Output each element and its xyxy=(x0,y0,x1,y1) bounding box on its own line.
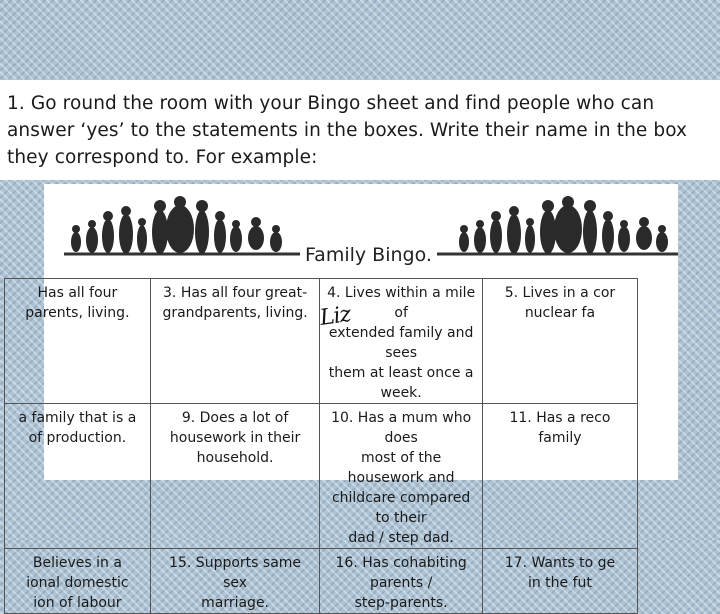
cell-line: Has all four xyxy=(37,285,118,301)
cell-line: marriage. xyxy=(201,595,270,611)
cell-line: most of the housework and xyxy=(347,450,455,486)
cell-line: nuclear fa xyxy=(524,305,596,321)
handwritten-example-name: Liz xyxy=(318,302,352,331)
bingo-cell xyxy=(482,279,637,404)
cell-line: in the fut xyxy=(527,575,592,591)
cell-line: a family that is a xyxy=(18,410,137,426)
bingo-row xyxy=(5,549,638,614)
bingo-cell xyxy=(5,404,151,549)
bingo-cell xyxy=(320,404,483,549)
cell-line: Believes in a xyxy=(32,555,122,571)
instruction-line-3: they correspond to. For example: xyxy=(7,147,318,168)
cell-line: family xyxy=(538,430,582,446)
instruction-banner xyxy=(0,80,720,180)
sheet-title: Family Bingo. xyxy=(300,244,437,266)
cell-line: 11. Has a reco xyxy=(509,410,611,426)
cell-line: 9. Does a lot of xyxy=(181,410,289,426)
bingo-cell xyxy=(150,404,320,549)
bingo-cell xyxy=(482,549,637,614)
cell-line: ion of labour xyxy=(33,595,122,611)
instruction-line-2: answer ‘yes’ to the statements in the boxes. Write their name in the box xyxy=(7,120,688,141)
cell-line: step-parents. xyxy=(354,595,448,611)
instruction-text xyxy=(7,90,714,171)
cell-line: extended family and sees xyxy=(328,325,474,361)
cell-line: them at least once a week. xyxy=(328,365,474,401)
bingo-cell xyxy=(5,279,151,404)
cell-line: grandparents, living. xyxy=(162,305,308,321)
cell-line: 17. Wants to ge xyxy=(504,555,616,571)
cell-line: childcare compared to their xyxy=(331,490,471,526)
cell-line: parents, living. xyxy=(25,305,130,321)
bingo-sheet-image xyxy=(18,184,678,611)
cell-line: 15. Supports same sex xyxy=(169,555,302,591)
cell-line: 16. Has cohabiting parents / xyxy=(335,555,467,591)
cell-line: dad / step dad. xyxy=(348,530,454,546)
bingo-cell xyxy=(320,279,483,404)
cell-line: 5. Lives in a cor xyxy=(504,285,616,301)
bingo-row xyxy=(5,279,638,404)
cell-line: of production. xyxy=(28,430,127,446)
bingo-cell xyxy=(150,549,320,614)
instruction-line-1: 1. Go round the room with your Bingo sheet and find people who can xyxy=(7,93,655,114)
bingo-cell xyxy=(150,279,320,404)
bingo-cell xyxy=(482,404,637,549)
cell-line: 10. Has a mum who does xyxy=(331,410,472,446)
bingo-row xyxy=(5,404,638,549)
cell-line: housework in their xyxy=(169,430,301,446)
bingo-cell xyxy=(320,549,483,614)
sheet-header xyxy=(44,184,678,264)
cell-line: household. xyxy=(196,450,274,466)
bingo-cell xyxy=(5,549,151,614)
cell-line: ional domestic xyxy=(26,575,129,591)
cell-line: 4. Lives within a mile of xyxy=(327,285,476,321)
cell-line: 3. Has all four great- xyxy=(163,285,308,301)
